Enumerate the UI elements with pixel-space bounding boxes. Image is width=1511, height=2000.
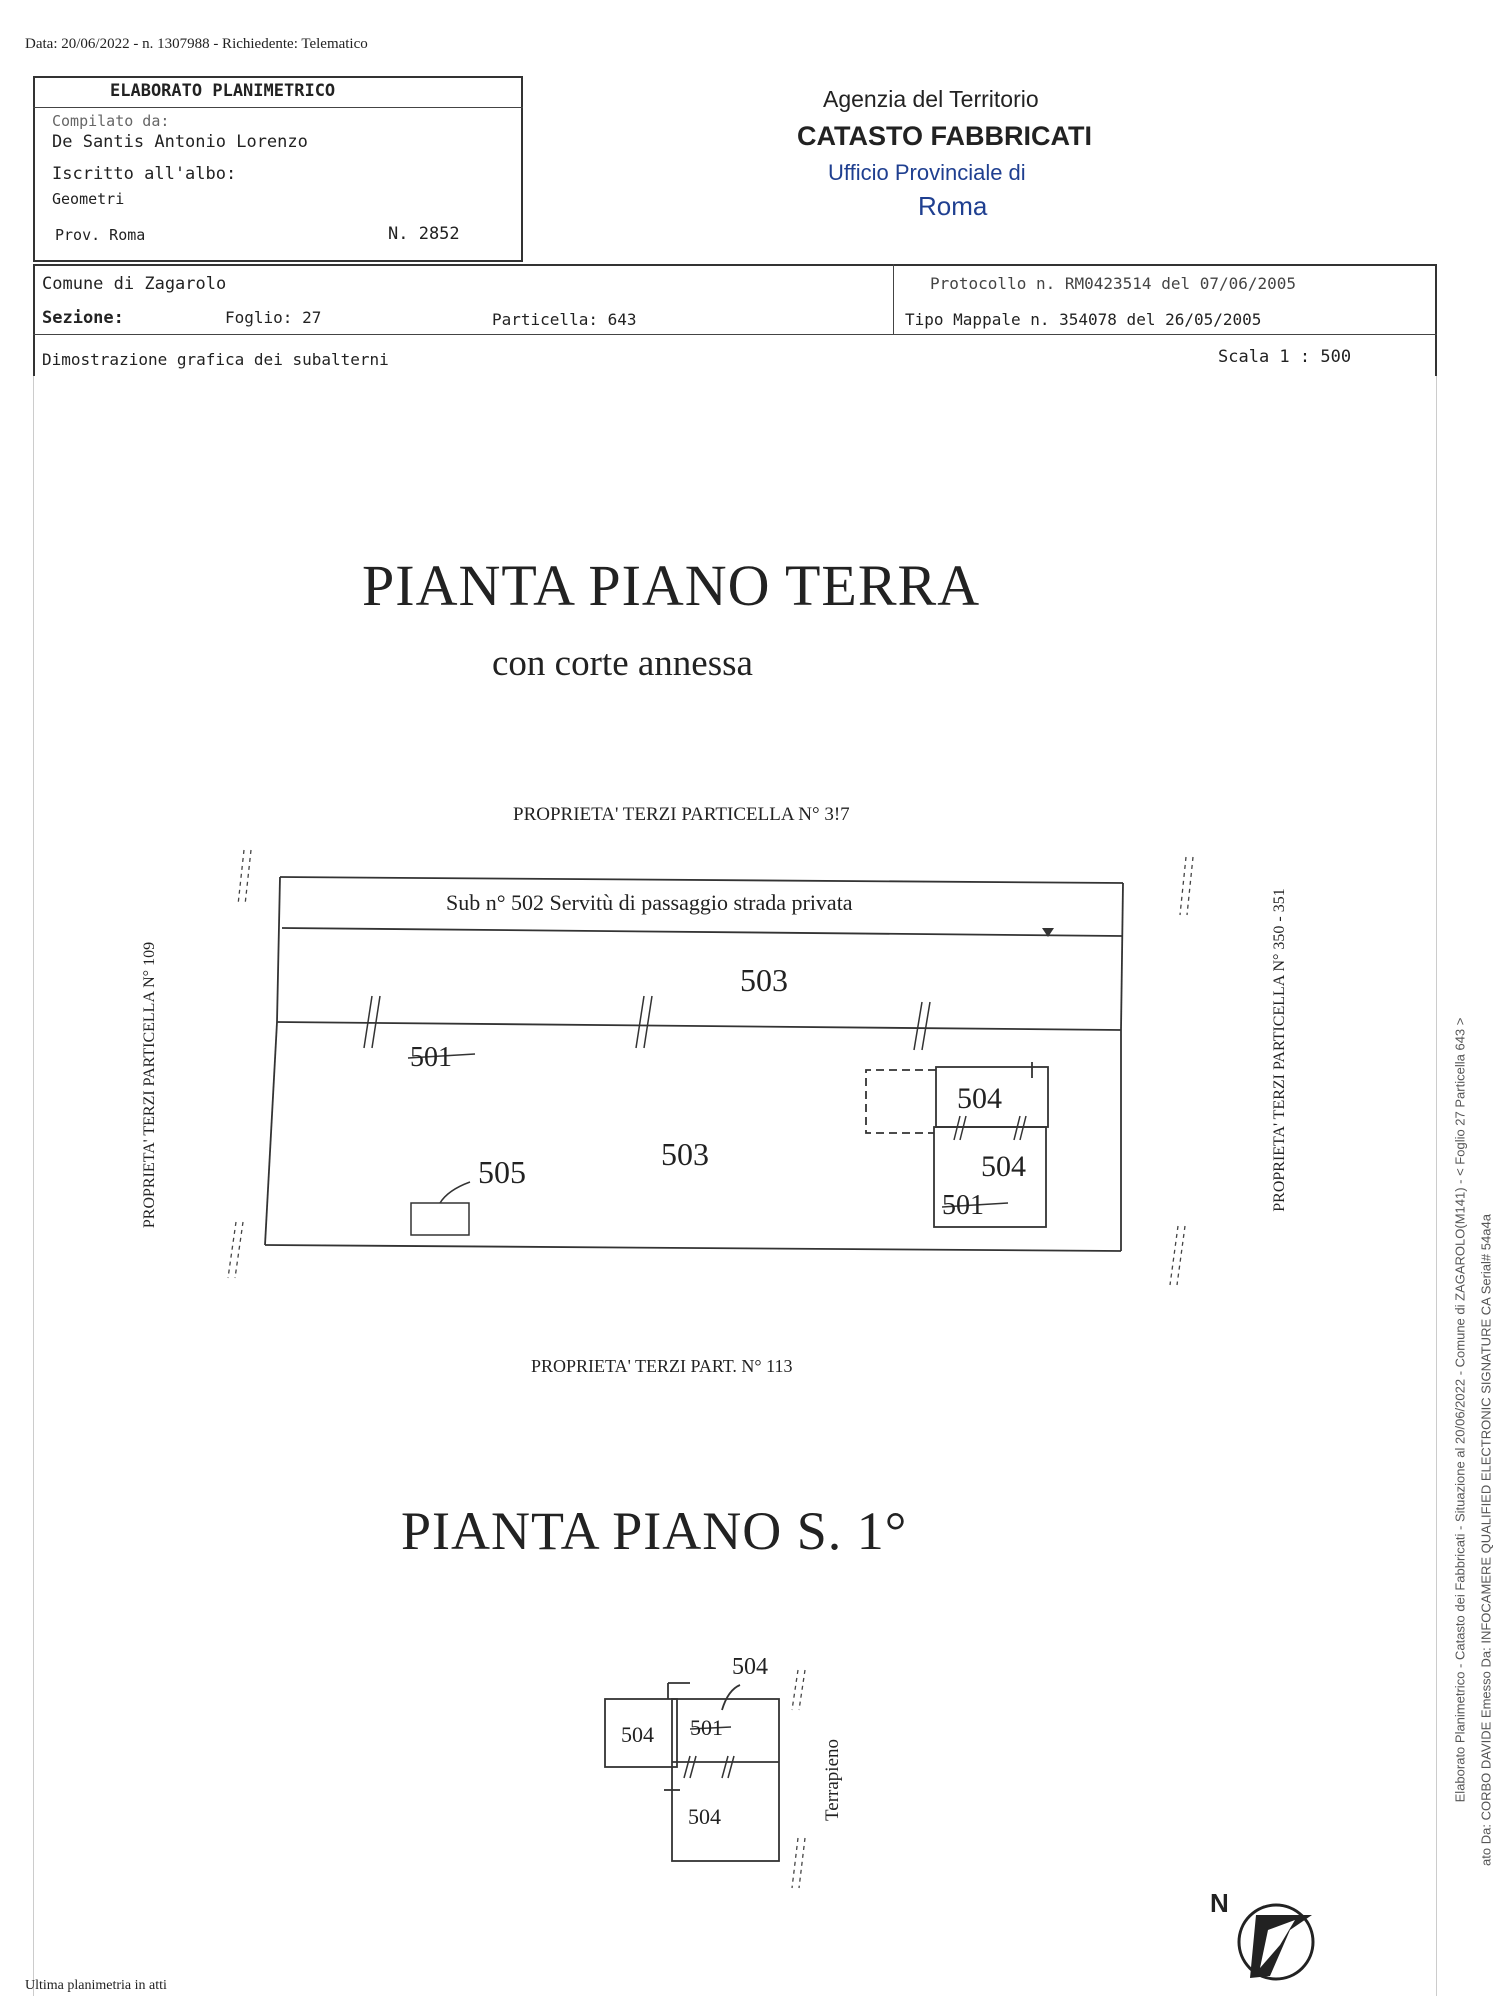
prov: Prov. Roma	[55, 226, 146, 244]
plan2-title: PIANTA PIANO S. 1°	[401, 1501, 908, 1561]
label-504-b: 504	[981, 1150, 1026, 1183]
scala: Scala 1 : 500	[1218, 347, 1352, 367]
label-503-main: 503	[661, 1136, 709, 1172]
compiled-by: De Santis Antonio Lorenzo	[52, 132, 308, 152]
north-neighbor: PROPRIETA' TERZI PARTICELLA N° 3!7	[513, 804, 850, 825]
foglio: Foglio: 27	[225, 308, 322, 327]
east-neighbor: PROPRIETA' TERZI PARTICELLA N° 350 - 351	[1271, 888, 1288, 1212]
registered: Geometri	[52, 190, 125, 208]
label-505: 505	[478, 1154, 526, 1190]
header-line: Data: 20/06/2022 - n. 1307988 - Richiedente: Telematico	[25, 36, 368, 52]
registered-label: Iscritto all'albo:	[52, 164, 237, 184]
agency-line3: Ufficio Provinciale di	[828, 160, 1026, 185]
plan1-title: PIANTA PIANO TERRA	[362, 553, 981, 618]
label-501: 501	[690, 1715, 723, 1740]
label-504-bottom: 504	[688, 1804, 721, 1829]
side-text-1: Elaborato Planimetrico - Catasto dei Fabbricati - Situazione al 20/06/2022 - Comune di ZAGAROLO(M141) - < Foglio 27 Particella 643 >	[1452, 1017, 1468, 1803]
label-504-top: 504	[732, 1654, 768, 1680]
south-neighbor: PROPRIETA' TERZI PART. N° 113	[531, 1356, 793, 1376]
west-neighbor: PROPRIETA' TERZI PARTICELLA N° 109	[141, 941, 158, 1229]
agency-line2: CATASTO FABBRICATI	[797, 121, 1092, 151]
compiled-by-label: Compilato da:	[52, 112, 170, 130]
sezione: Sezione:	[42, 308, 124, 328]
label-504-a: 504	[957, 1082, 1002, 1115]
north-arrow-icon	[1239, 1905, 1313, 1979]
dimostrazione: Dimostrazione grafica dei subalterni	[42, 350, 389, 369]
agency-line4: Roma	[918, 191, 988, 221]
label-501-right: 501	[942, 1190, 984, 1221]
agency-line1: Agenzia del Territorio	[823, 86, 1039, 112]
side-text-2: ato Da: CORBO DAVIDE Emesso Da: INFOCAMERE QUALIFIED ELECTRONIC SIGNATURE CA Serial# 54a4a	[1478, 1214, 1494, 1866]
footer-note: Ultima planimetria in atti	[25, 1978, 167, 1993]
protocollo: Protocollo n. RM0423514 del 07/06/2005	[930, 274, 1297, 293]
comune: Comune di Zagarolo	[42, 274, 227, 294]
tipo-mappale: Tipo Mappale n. 354078 del 26/05/2005	[905, 310, 1262, 329]
terrapieno-label: Terrapieno	[822, 1738, 843, 1822]
label-503-top: 503	[740, 962, 788, 998]
label-504-left: 504	[621, 1722, 654, 1747]
label-501-left: 501	[410, 1042, 452, 1073]
north-label: N	[1210, 1888, 1229, 1918]
sub-502-label: Sub n° 502 Servitù di passaggio strada privata	[446, 890, 853, 915]
title-block-title: ELABORATO PLANIMETRICO	[110, 81, 336, 101]
plan1-subtitle: con corte annessa	[492, 643, 753, 684]
particella: Particella: 643	[492, 310, 637, 329]
registration-number: N. 2852	[388, 224, 460, 244]
